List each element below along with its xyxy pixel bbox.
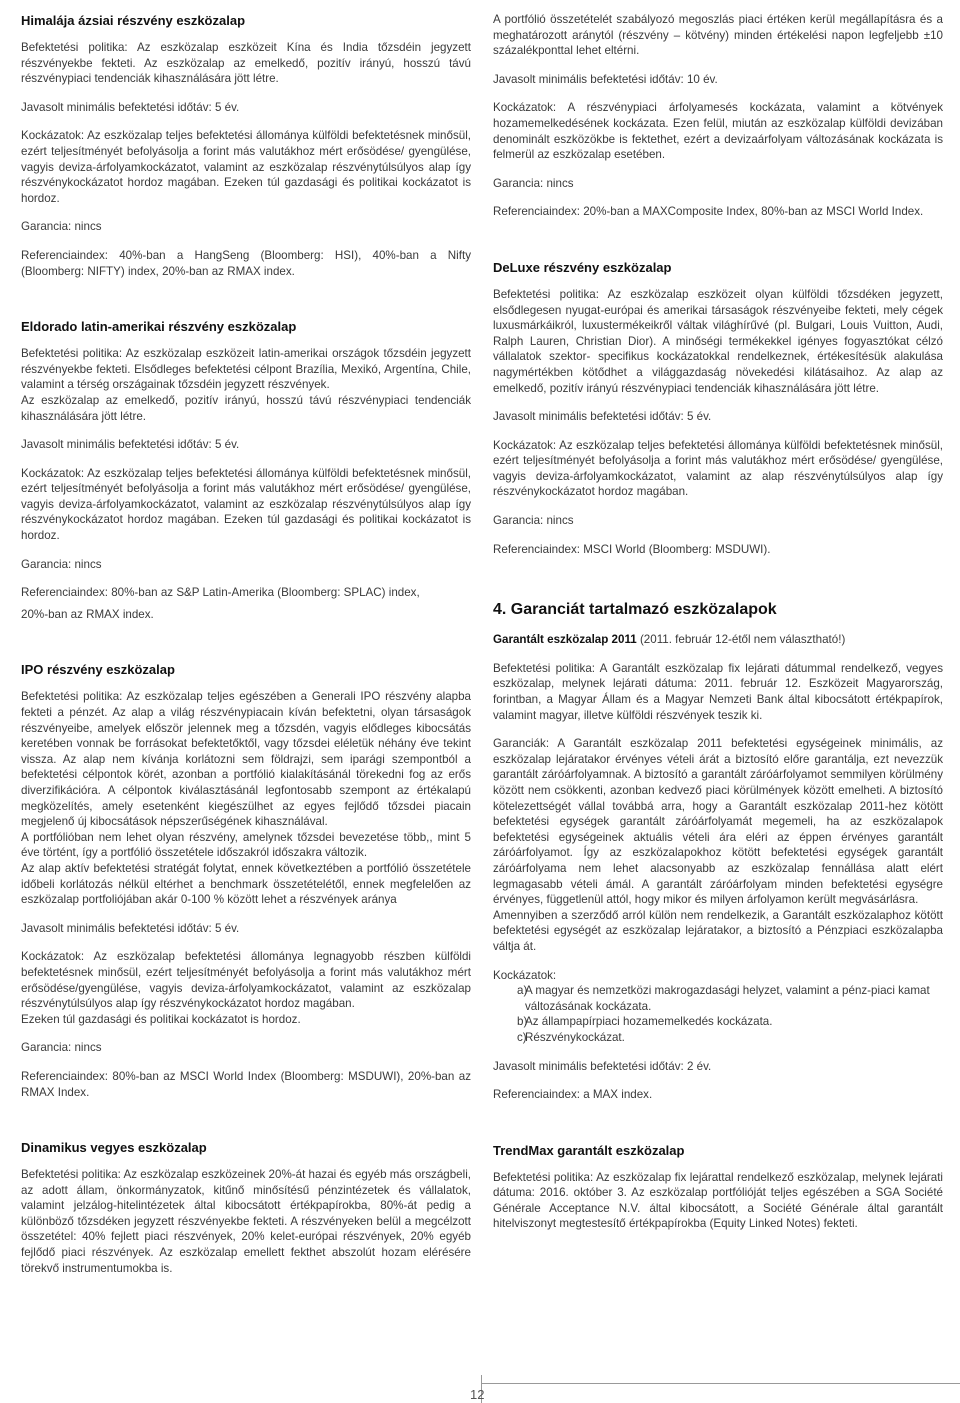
eldorado-title: Eldorado latin-amerikai részvény eszközalap — [21, 319, 297, 335]
risk-item — [493, 1014, 943, 1030]
policy-text: Az eszközalap fix lejárattal rendelkező eszközalap, melynek lejárati dátuma: 2016. október 3. Az eszközalap portfólióját teljes egészében a SGA Société Générale Acceptance N.V. által kibocsátott, a Société Générale által garantált hitelviszonyt megtestesítő értékpapírokba (Equity Linked Notes) fekteti. — [493, 1170, 944, 1231]
g2011-guarantees-2: Amennyiben a szerződő arról külön nem rendelkezik, a Garantált eszközalaphoz kötött befektetési egységét az eszközalap lejáratakor, a biztosító a Pénzpiaci eszközalapba váltja át. — [493, 908, 943, 953]
eldorado-policy — [21, 346, 471, 393]
intro-text: A portfólió összetételét szabályozó megoszlás piaci értéken kerül megállapításra és a meghatározott aránytól (részvény – kötvény) minden értékelési napon legfeljebb ±10 százalékponttal lehet eltérni. — [493, 13, 943, 58]
intro-horizon: Javasolt minimális befektetési időtáv: 10 év. — [493, 72, 718, 86]
g2011-risks-label: Kockázatok: — [493, 968, 557, 982]
risk-text: A részvénypiaci árfolyamesés kockázata, valamint a kötvények hozamemelkedésének kockázata. Ezen felül, miután az eszközalap külföldi devizában denominált eszközökbe is fektethet, ezért a devizaárfolyam változásának kockázata is felmerül az eszközalap esetében. — [493, 101, 943, 162]
ipo-policy-3: Az alap aktív befektetési stratégát folytat, ennek következtében a portfólió összetétele időbeli korlátozás nélkül eltérhet a benchmark összetételétől, ennek megfelelően az eszközalap portfoliójában akár 0-100 % között lehet a részvények aránya — [21, 861, 471, 907]
policy-text: Az eszközalap eszközeinek 20%-át hazai és egyéb más országbeli, az adott állam, önkormányzatok, kitűnő minősítésű pénzintézetek és vállalatok, valamint jelzálog-hitelintézetek által kibocsátott értékpapírokba, 80%-át pedig a különböző tőzsdéken jegyzett részvényekbe fekteti. A részvényeken belül a megcélzott összetétel: 40% fejlett piaci részvények, 20% kelet-európai részvények, 20% egyéb fejlődő piaci részvények. Az eszközalap emellett fekthet abszolút hozam elérésére törekvő instrumentumokba is. — [21, 1168, 471, 1275]
policy-label: Befektetési politika: — [493, 661, 595, 675]
deluxe-title: DeLuxe részvény eszközalap — [493, 259, 672, 275]
left-column — [21, 12, 471, 1289]
eldorado-horizon: Javasolt minimális befektetési időtáv: 5 év. — [21, 438, 240, 452]
policy-label: Befektetési politika: — [21, 690, 123, 704]
policy-label: Befektetési politika: — [21, 347, 123, 361]
eldorado-ref-2: 20%-ban az RMAX index. — [21, 607, 154, 621]
risk-text: Az eszközalap teljes befektetési állománya külföldi befektetésnek minősül, ezért teljesítményét befolyásolja a forint más valutákhoz mért erősödése/ gyengülése, vagyis deviza-árfolyamkockázatot, valamint az eszközalap részvénytúlsúlyos alap így részvénykockázatot hordoz magában. Ezeken túl gazdasági és politikai kockázatot is hordoz. — [21, 129, 471, 205]
page-number: 12 — [470, 1387, 485, 1402]
deluxe-risks — [493, 438, 943, 500]
risk-item-text: Részvénykockázat. — [525, 1030, 625, 1044]
deluxe-guarantee: Garancia: nincs — [493, 514, 574, 528]
eldorado-guarantee: Garancia: nincs — [21, 557, 102, 571]
g2011-guarantees — [493, 736, 943, 908]
himalaja-ref: Referenciaindex: 40%-ban a HangSeng (Bloomberg: HSI), 40%-ban a Nifty (Bloomberg: NIFTY) index, 20%-ban az RMAX index. — [21, 248, 471, 278]
risk-label: Kockázatok: — [21, 129, 85, 143]
himalaja-policy — [21, 40, 471, 87]
eldorado-policy-2: Az eszközalap az emelkedő, pozitív irányú, hosszú távú részvénypiaci tendenciák kihasználására jött létre. — [21, 393, 471, 423]
policy-label: Befektetési politika: — [493, 287, 599, 301]
policy-text: Az eszközalap teljes egészében a Generali IPO részvény alapba fekteti a pénzét. Az alap a világ részvénypiacain kíván befektetni, olyan társaságok részvényeibe, amelyek először jelennek meg a tőzsdén, vagyis elődleges kibocsátás keretében vonnak be forrásokat befektetőktől, vagy tőzsdei eléletük néhány éve tekint vissza. Az alap nem kívánja korlátozni sem földrajzi, sem iparági szempontból a befektetési célpontok körét, azonban a portfólió kialakításánál törekedni fog az erős diverzifikációra. A célpontok kiválasztásánál legfontosabb szempont az értékalapú megközelítés, amely esetenként kiegészülhet az egyes fejlődő tőzsdei piacain megjelenő új kibocsátások népszerűségének kihasználával. — [21, 690, 471, 829]
deluxe-ref: Referenciaindex: MSCI World (Bloomberg: MSDUWI). — [493, 542, 771, 556]
intro-risks — [493, 100, 943, 162]
risk-label: Kockázatok: — [493, 101, 557, 115]
g2011-note: (2011. február 12-étől nem választható!) — [636, 633, 846, 647]
risk-text: Az eszközalap teljes befektetési állománya külföldi befektetésnek minősül, ezért teljesítményét befolyásolja a forint más valutákhoz mért erősödése/ gyengülése, vagyis deviza-árfolyamkockázatot, valamint az eszközalap részvénytúlsúlyos alap így részvénykockázatot hordoz magában. Ezeken túl gazdasági és politikai kockázatot is hordoz. — [21, 466, 471, 543]
ipo-horizon: Javasolt minimális befektetési időtáv: 5 év. — [21, 921, 240, 935]
footer-rule — [481, 1383, 960, 1384]
risk-item — [493, 983, 943, 1014]
policy-label: Befektetési politika: — [21, 1168, 121, 1182]
policy-label: Befektetési politika: — [493, 1170, 594, 1184]
risk-label: Kockázatok: — [493, 438, 557, 452]
himalaja-horizon: Javasolt minimális befektetési időtáv: 5 év. — [21, 100, 240, 114]
risk-item-text: A magyar és nemzetközi makrogazdasági helyzet, valamint a pénz-piaci kamat változásának kockázata. — [525, 984, 930, 1013]
deluxe-horizon: Javasolt minimális befektetési időtáv: 5 év. — [493, 410, 712, 424]
eldorado-risks — [21, 466, 471, 544]
risk-text: Az eszközalap befektetési állománya legnagyobb részben külföldi befektetésnek minősül, ezért teljesítményét befolyásolja a forint más valutákhoz mért erősödése/gyengülése, vagyis deviza-árfolyamkockázatot, valamint az eszközalap részvénytúlsúlyos alap így részvénykockázatot hordoz magában. — [21, 950, 471, 1011]
section4-title: 4. Garanciát tartalmazó eszközalapok — [493, 601, 777, 619]
dinamikus-policy — [21, 1167, 471, 1276]
risk-mark: a) — [517, 984, 528, 998]
g2011-horizon: Javasolt minimális befektetési időtáv: 2 év. — [493, 1059, 712, 1073]
policy-text: A Garantált eszközalap fix lejárati dátummal rendelkező, vegyes eszközalap, melynek lejárati dátuma: 2011. február 12. Eszközeit Magyarország, forintban, a Magyar Állam és a Magyar Nemzeti Bank által kibocsátott értékpapírok, valamint magyar, illetve külföldi részvények teszik ki. — [493, 661, 943, 722]
trendmax-policy — [493, 1170, 943, 1232]
ipo-guarantee: Garancia: nincs — [21, 1041, 102, 1055]
dinamikus-title: Dinamikus vegyes eszközalap — [21, 1140, 207, 1156]
ipo-title: IPO részvény eszközalap — [21, 662, 175, 678]
deluxe-policy — [493, 287, 943, 396]
himalaja-risks — [21, 128, 471, 206]
himalaja-title: Himalája ázsiai részvény eszközalap — [21, 13, 246, 28]
risk-label: Kockázatok: — [21, 466, 85, 480]
g2011-heading — [493, 632, 943, 648]
policy-label: Befektetési politika: — [21, 41, 128, 54]
right-column — [493, 12, 943, 1245]
risk-item-text: Az állampapírpiaci hozamemelkedés kockázata. — [525, 1015, 773, 1029]
guarantees-text: A Garantált eszközalap 2011 befektetési egységeinek minimális, az eszközalap lejáratakor érvényes vételi árát a biztosító előre garantálja, ezt nevezzük garantált záróárfolyamnak. A biztosító a garantált záróárfolyamot semmilyen körülmény között nem csökkenti, azonban kedvező piaci körülmények között emelheti. A biztosító kötelezettségét vállal továbbá arra, hogy a Garantált eszközalap 2011-hez kötött befektetési egységek garantált záróárfolyamát megemeli, ha az eszközalapok befektetési egységeinek aktuális vételi ára eléri az éppen érvényes garantált záróárfolyamot. Így az eszközalapokhoz kötött befektetési egységek garantált záróárfolyama nem lehet alacsonyabb az eszközalap fennállása alatt elért legmagasabb vételi ámál. A garantált záróárfolyam minden befektetési egységre érvényes, függetlenül attól, hogy mikor és milyen árfolyamon került megvásárlásra. — [493, 737, 943, 907]
risk-text: Az eszközalap teljes befektetési állománya külföldi befektetésnek minősül, ezért teljesítményét befolyásolja a forint más valutákhoz mért erősödése/ gyengülése, vagyis deviza-árfolyamkockázatot, valamint az alap részvénytúlsúlyos alap így részvénykockázatot hordoz magában. — [493, 438, 943, 499]
ipo-risks-2: Ezeken túl gazdasági és politikai kockázatot is hordoz. — [21, 1012, 301, 1026]
intro-ref: Referenciaindex: 20%-ban a MAXComposite Index, 80%-ban az MSCI World Index. — [493, 205, 924, 219]
risk-label: Kockázatok: — [21, 950, 85, 964]
g2011-ref: Referenciaindex: a MAX index. — [493, 1088, 653, 1102]
himalaja-guarantee: Garancia: nincs — [21, 220, 102, 234]
guarantees-label: Garanciák: — [493, 737, 550, 751]
ipo-policy — [21, 689, 471, 829]
risk-mark: c) — [517, 1030, 527, 1044]
policy-text: Az eszközalap eszközeit Kína és India tőzsdéin jegyzett részvényekbe fekteti. Az eszközalap az emelkedő, pozitív irányú, hosszú távú részvénypiaci tendenciák kihasználására jött létre. — [21, 41, 471, 86]
policy-text: Az eszközalap eszközeit latin-amerikai országok tőzsdéin jegyzett részvényekbe fekteti. Elsődleges befektetési célpont Brazília, Mexikó, Argentína, Chile, valamint a térség országainak tőzsdéin jegyzett részvények. — [21, 347, 472, 392]
eldorado-ref: Referenciaindex: 80%-ban az S&P Latin-Amerika (Bloomberg: SPLAC) index, — [21, 586, 420, 600]
policy-text: Az eszközalap eszközeit olyan külföldi tőzsdéken jegyzett, elsődlegesen nyugat-európai és amerikai társaságok részvényeibe fekteti, mely cégek luxusmárkáikról, luxustermékeikről váltak világhírűvé (pl. Bulgari, Louis Vuitton, Audi, Ralph Lauren, Christian Dior). A minőségi termékekkel igényes fogyasztókat célzó vállalatok szektor- specifikus kockázatokkal rendelkeznek, értékesítésük alakulása nagymértékben kötődhet a világgazdaság növekedési kilátásaihoz. Az alap az emelkedő, pozitív irányú részvénypiaci tendenciák kihasználására jött létre. — [493, 287, 943, 395]
g2011-policy — [493, 661, 943, 723]
g2011-title: Garantált eszközalap 2011 — [493, 633, 637, 647]
risk-mark: b) — [517, 1015, 528, 1029]
intro-guarantee: Garancia: nincs — [493, 176, 574, 190]
ipo-ref: Referenciaindex: 80%-ban az MSCI World Index (Bloomberg: MSDUWI), 20%-ban az RMAX Index. — [21, 1069, 471, 1099]
trendmax-title: TrendMax garantált eszközalap — [493, 1142, 685, 1158]
ipo-policy-2: A portfólióban nem lehet olyan részvény, amelynek tőzsdei bevezetése több,, mint 5 éve történt, így a portfólió összetétele időszakról időszakra változik. — [21, 830, 471, 860]
g2011-risk-list — [493, 983, 943, 1045]
risk-item — [493, 1030, 943, 1046]
ipo-risks — [21, 949, 471, 1011]
